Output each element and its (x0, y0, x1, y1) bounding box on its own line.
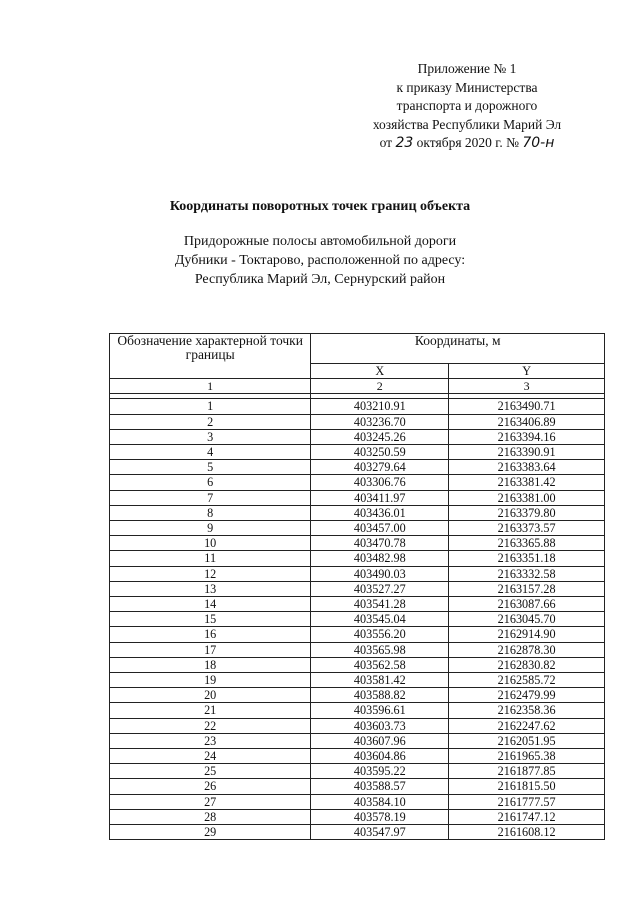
point-number-cell: 26 (110, 779, 311, 794)
table-row (110, 825, 605, 840)
description-line-1: Придорожные полосы автомобильной дороги (183, 234, 457, 249)
table-row (110, 460, 605, 475)
y-coordinate-cell: 2163379.80 (449, 505, 605, 520)
point-number-cell: 16 (110, 627, 311, 642)
x-coordinate-cell: 403562.58 (311, 657, 449, 672)
column-number-1: 1 (110, 379, 311, 394)
y-coordinate-cell: 2163406.89 (449, 414, 605, 429)
y-coordinate-cell: 2162830.82 (449, 657, 605, 672)
appendix-line-3: транспорта и дорожного (396, 98, 538, 113)
x-coordinate-cell: 403595.22 (311, 764, 449, 779)
point-number-cell: 17 (110, 642, 311, 657)
point-number-cell: 29 (110, 825, 311, 840)
x-coordinate-cell: 403245.26 (311, 429, 449, 444)
y-coordinate-cell: 2161877.85 (449, 764, 605, 779)
table-row (110, 657, 605, 672)
table-row (110, 490, 605, 505)
x-coordinate-cell: 403607.96 (311, 733, 449, 748)
x-coordinate-cell: 403279.64 (311, 460, 449, 475)
table-row (110, 703, 605, 718)
header-x: X (311, 364, 449, 379)
point-number-cell: 2 (110, 414, 311, 429)
x-coordinate-cell: 403527.27 (311, 581, 449, 596)
y-coordinate-cell: 2163045.70 (449, 612, 605, 627)
table-row (110, 536, 605, 551)
y-coordinate-cell: 2163490.71 (449, 399, 605, 414)
table-row (110, 809, 605, 824)
y-coordinate-cell: 2161777.57 (449, 794, 605, 809)
x-coordinate-cell: 403470.78 (311, 536, 449, 551)
appendix-block (352, 60, 582, 153)
point-number-cell: 27 (110, 794, 311, 809)
x-coordinate-cell: 403436.01 (311, 505, 449, 520)
point-number-cell: 28 (110, 809, 311, 824)
point-number-cell: 3 (110, 429, 311, 444)
header-coordinates: Координаты, м (311, 334, 605, 364)
y-coordinate-cell: 2163381.00 (449, 490, 605, 505)
column-number-row (110, 379, 605, 394)
point-number-cell: 6 (110, 475, 311, 490)
y-coordinate-cell: 2162914.90 (449, 627, 605, 642)
x-coordinate-cell: 403556.20 (311, 627, 449, 642)
x-coordinate-cell: 403490.03 (311, 566, 449, 581)
table-row (110, 566, 605, 581)
x-coordinate-cell: 403545.04 (311, 612, 449, 627)
header-point: Обозначение характерной точки границы (110, 334, 311, 379)
x-coordinate-cell: 403482.98 (311, 551, 449, 566)
column-number-2: 2 (311, 379, 449, 394)
point-number-cell: 18 (110, 657, 311, 672)
point-number-cell: 7 (110, 490, 311, 505)
header-y: Y (449, 364, 605, 379)
point-number-cell: 23 (110, 733, 311, 748)
description-line-2: Дубники - Токтарово, расположенной по адресу: (174, 253, 466, 268)
point-number-cell: 15 (110, 612, 311, 627)
table-row (110, 445, 605, 460)
table-row (110, 414, 605, 429)
y-coordinate-cell: 2162247.62 (449, 718, 605, 733)
x-coordinate-cell: 403547.97 (311, 825, 449, 840)
appendix-line-2: к приказу Министерства (396, 79, 538, 95)
y-coordinate-cell: 2163383.64 (449, 460, 605, 475)
x-coordinate-cell: 403596.61 (311, 703, 449, 718)
point-number-cell: 24 (110, 749, 311, 764)
point-number-cell: 12 (110, 566, 311, 581)
column-number-3: 3 (449, 379, 605, 394)
table-row (110, 581, 605, 596)
y-coordinate-cell: 2163351.18 (449, 551, 605, 566)
y-coordinate-cell: 2163087.66 (449, 597, 605, 612)
x-coordinate-cell: 403250.59 (311, 445, 449, 460)
handwritten-order-number: 70-н (522, 135, 555, 151)
point-number-cell: 4 (110, 445, 311, 460)
x-coordinate-cell: 403588.57 (311, 779, 449, 794)
y-coordinate-cell: 2163390.91 (449, 445, 605, 460)
point-number-cell: 22 (110, 718, 311, 733)
table-row (110, 475, 605, 490)
point-number-cell: 20 (110, 688, 311, 703)
y-coordinate-cell: 2161608.12 (449, 825, 605, 840)
point-number-cell: 8 (110, 505, 311, 520)
table-row (110, 612, 605, 627)
x-coordinate-cell: 403541.28 (311, 597, 449, 612)
point-number-cell: 1 (110, 399, 311, 414)
date-rest: октября 2020 г. № (416, 135, 519, 150)
table-row (110, 642, 605, 657)
x-coordinate-cell: 403411.97 (311, 490, 449, 505)
y-coordinate-cell: 2162479.99 (449, 688, 605, 703)
table-row (110, 551, 605, 566)
appendix-line-1: Приложение № 1 (417, 61, 517, 76)
table-row (110, 749, 605, 764)
y-coordinate-cell: 2161815.50 (449, 779, 605, 794)
x-coordinate-cell: 403588.82 (311, 688, 449, 703)
appendix-date-line (352, 134, 582, 153)
x-coordinate-cell: 403578.19 (311, 809, 449, 824)
table-row (110, 794, 605, 809)
description-line-3: Республика Марий Эл, Сернурский район (194, 272, 446, 287)
table-row (110, 597, 605, 612)
x-coordinate-cell: 403581.42 (311, 673, 449, 688)
table-row (110, 733, 605, 748)
point-number-cell: 5 (110, 460, 311, 475)
point-number-cell: 25 (110, 764, 311, 779)
x-coordinate-cell: 403236.70 (311, 414, 449, 429)
x-coordinate-cell: 403210.91 (311, 399, 449, 414)
date-prefix: от (379, 135, 393, 150)
table-row (110, 429, 605, 444)
document-title: Координаты поворотных точек границ объекта (169, 199, 471, 214)
table-row (110, 779, 605, 794)
table-row (110, 521, 605, 536)
table-row (110, 673, 605, 688)
y-coordinate-cell: 2161965.38 (449, 749, 605, 764)
table-row (110, 718, 605, 733)
y-coordinate-cell: 2163394.16 (449, 429, 605, 444)
point-number-cell: 11 (110, 551, 311, 566)
point-number-cell: 9 (110, 521, 311, 536)
y-coordinate-cell: 2163381.42 (449, 475, 605, 490)
y-coordinate-cell: 2162051.95 (449, 733, 605, 748)
y-coordinate-cell: 2161747.12 (449, 809, 605, 824)
y-coordinate-cell: 2162585.72 (449, 673, 605, 688)
x-coordinate-cell: 403306.76 (311, 475, 449, 490)
x-coordinate-cell: 403604.86 (311, 749, 449, 764)
appendix-line-4: хозяйства Республики Марий Эл (372, 116, 562, 132)
x-coordinate-cell: 403457.00 (311, 521, 449, 536)
table-row (110, 688, 605, 703)
point-number-cell: 14 (110, 597, 311, 612)
table-header-row (110, 334, 605, 364)
table-row (110, 627, 605, 642)
x-coordinate-cell: 403565.98 (311, 642, 449, 657)
y-coordinate-cell: 2163332.58 (449, 566, 605, 581)
y-coordinate-cell: 2163365.88 (449, 536, 605, 551)
table-row (110, 764, 605, 779)
y-coordinate-cell: 2163157.28 (449, 581, 605, 596)
coordinates-table (109, 333, 605, 840)
y-coordinate-cell: 2162878.30 (449, 642, 605, 657)
y-coordinate-cell: 2163373.57 (449, 521, 605, 536)
x-coordinate-cell: 403603.73 (311, 718, 449, 733)
point-number-cell: 21 (110, 703, 311, 718)
table-row (110, 399, 605, 414)
table-row (110, 505, 605, 520)
y-coordinate-cell: 2162358.36 (449, 703, 605, 718)
x-coordinate-cell: 403584.10 (311, 794, 449, 809)
object-description (0, 232, 640, 289)
point-number-cell: 13 (110, 581, 311, 596)
point-number-cell: 10 (110, 536, 311, 551)
point-number-cell: 19 (110, 673, 311, 688)
handwritten-day: 23 (395, 135, 414, 151)
